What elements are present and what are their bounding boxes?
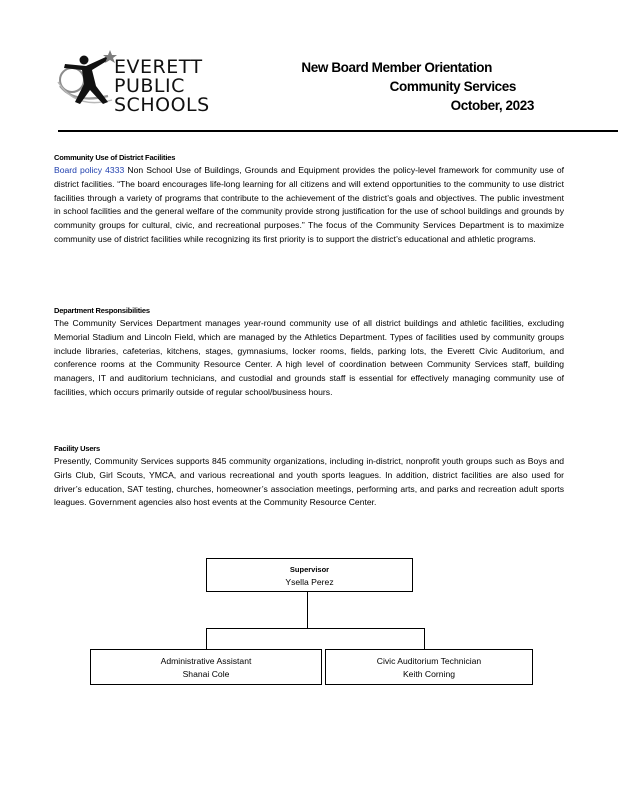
logo-line: PUBLIC	[114, 75, 185, 97]
connector-line	[424, 628, 425, 649]
logo-line: EVERETT	[114, 56, 203, 78]
section-body: The Community Services Department manages year-round community use of all district buildings and athletic facilities, excluding Memorial Stadium and Lincoln Field, which are managed by the Athletics Department. Types of facilities used by community groups include libraries, cafeterias, kitchens, stages, gymnasiums, locker rooms, fields, parking lots, the Everett Civic Auditorium, and conference rooms at the Community Resource Center. A high level of coordination between Community Services staff, building managers, IT and auditorium technicians, and custodial and grounds staff is essential for effectively managing community use of facilities, which occurs primarily outside of regular school/business hours.	[54, 318, 564, 397]
title-line: October, 2023	[450, 98, 534, 113]
supervisor-box	[206, 558, 413, 592]
staff-role: Civic Auditorium Technician	[376, 656, 482, 666]
supervisor-name: Ysella Perez	[285, 577, 334, 587]
section-heading: Facility Users	[54, 444, 100, 453]
header-rule	[58, 130, 618, 132]
section-body: Presently, Community Services supports 845 community organizations, including in-district, nonprofit youth groups such as Boys and Girls Club, Girl Scouts, YMCA, and various recreational and youth sports leagues. In addition, district facilities are also used for driver’s education, SAT testing, churches, homeowner’s association meetings, performing arts, and parks and recreation adult sports leagues. Government agencies also host events at the Community Resource Center.	[54, 456, 564, 508]
staff-box-admin	[90, 649, 322, 685]
document-title	[301, 58, 534, 115]
section-body	[54, 164, 564, 247]
staff-name: Keith Corning	[402, 669, 456, 679]
staff-role: Administrative Assistant	[160, 656, 252, 666]
connector-line	[307, 592, 308, 628]
staff-box-technician	[325, 649, 533, 685]
staff-name: Shanai Cole	[182, 669, 230, 679]
section-body-text: Non School Use of Buildings, Grounds and Equipment provides the policy-level framework for community use of district facilities. “The board encourages life-long learning for all citizens and will extend opportunities to the community to use district facilities through a variety of programs that contribute to the achievement of the district’s goals and objectives. The public investment in school facilities and the general welfare of the community provide strong justification for the use of school buildings and grounds by community groups for cultural, civic, and recreational purposes.” The focus of the Community Services Department is to maximize community use of district facilities while recognizing its first priority is to support the district’s educational and athletic programs.	[54, 165, 564, 244]
section-department	[54, 305, 564, 400]
section-community-use	[54, 152, 564, 247]
board-policy-link[interactable]: Board policy 4333	[54, 165, 125, 175]
connector-line	[206, 628, 207, 649]
connector-line	[206, 628, 425, 629]
title-line: Community Services	[389, 79, 516, 94]
supervisor-role: Supervisor	[289, 565, 330, 574]
logo-line: SCHOOLS	[114, 94, 210, 116]
section-heading: Department Responsibilities	[54, 306, 150, 315]
title-line: New Board Member Orientation	[301, 60, 492, 75]
logo-wordmark	[114, 58, 210, 115]
figure-swoosh-icon	[58, 50, 117, 104]
section-facility-users	[54, 443, 564, 510]
section-heading: Community Use of District Facilities	[54, 153, 176, 162]
